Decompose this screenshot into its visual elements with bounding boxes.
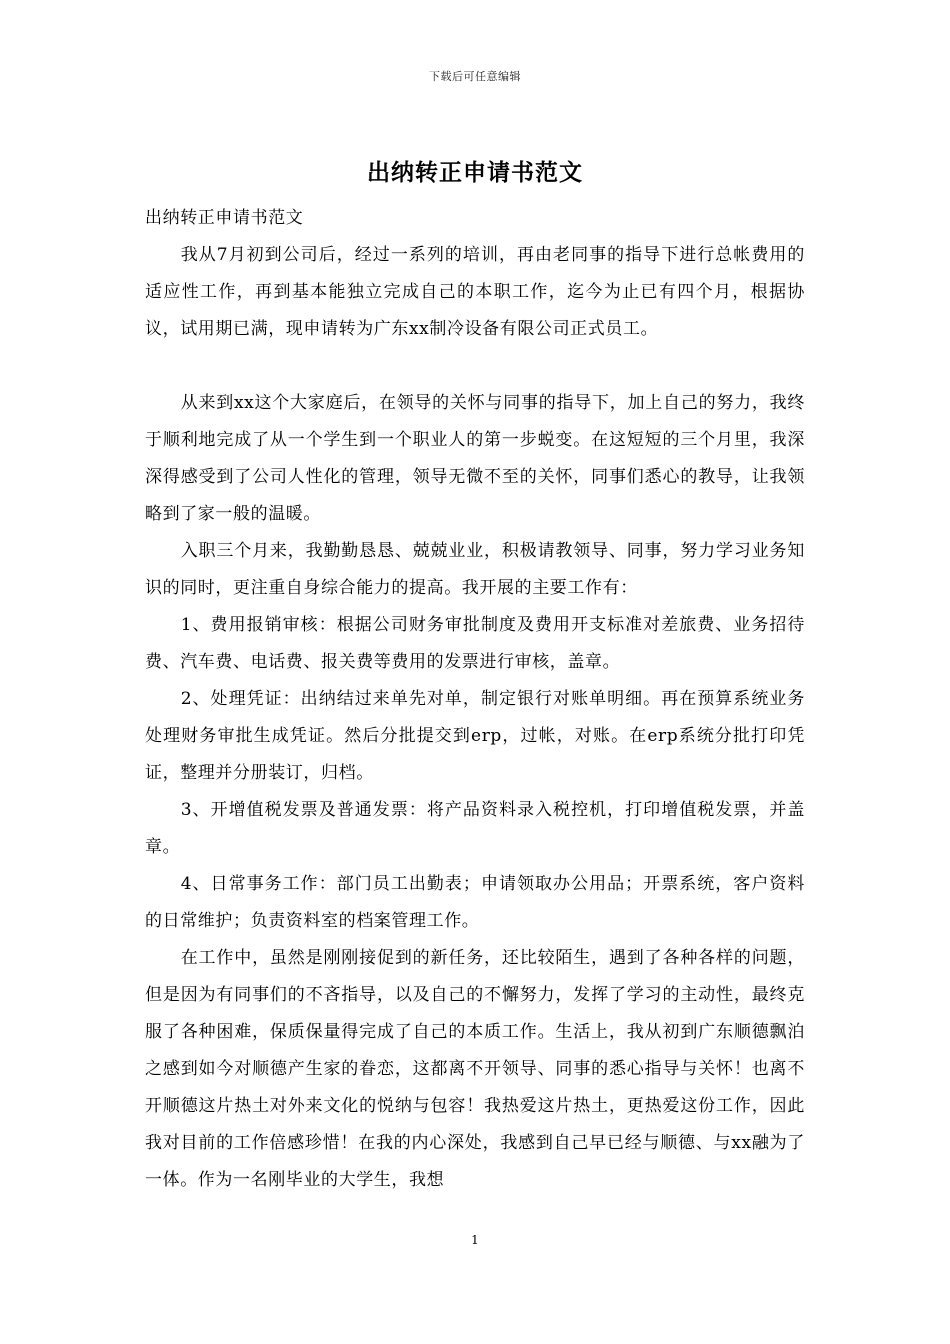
paragraph-reflection: 在工作中，虽然是刚刚接促到的新任务，还比较陌生，遇到了各种各样的问题，但是因为有同事们的不吝指导，以及自己的不懈努力，发挥了学习的主动性，最终克服了各种困难，保质保量得完成了自己的本质工作。生活上，我从初到广东顺德飘泊之感到如今对顺德产生家的眷恋，这都离不开领导、同事的悉心指导与关怀！也离不开顺德这片热土对外来文化的悦纳与包容！我热爱这片热土，更热爱这份工作，因此我对目前的工作倍感珍惜！在我的内心深处，我感到自己早已经与顺德、与xx融为了一体。作为一名刚毕业的大学生，我想: [145, 948, 805, 1190]
paragraph-item-2: 2、处理凭证：出纳结过来单先对单，制定银行对账单明细。再在预算系统业务处理财务审批生成凭证。然后分批提交到erp，过帐，对账。在erp系统分批打印凭证，整理并分册装订，归档。: [145, 689, 805, 783]
page-number: 1: [471, 1233, 479, 1247]
paragraph-item-4: 4、日常事务工作：部门员工出勤表；申请领取办公用品；开票系统，客户资料的日常维护；负责资料室的档案管理工作。: [145, 874, 805, 931]
header-note: 下载后可任意编辑: [429, 70, 521, 83]
paragraph-experience: 从来到xx这个大家庭后，在领导的关怀与同事的指导下，加上自己的努力，我终于顺利地完成了从一个学生到一个职业人的第一步蜕变。在这短短的三个月里，我深深得感受到了公司人性化的管理，领导无微不至的关怀，同事们悉心的教导，让我领略到了家一般的温暖。: [145, 393, 805, 524]
paragraph-intro: 我从7月初到公司后，经过一系列的培训，再由老同事的指导下进行总帐费用的适应性工作，再到基本能独立完成自己的本职工作，迄今为止已有四个月，根据协议，试用期已满，现申请转为广东xx制冷设备有限公司正式员工。: [145, 245, 805, 339]
document-body: [145, 200, 805, 1199]
document-title: 出纳转正申请书范文: [367, 159, 583, 186]
paragraph-work-summary: 入职三个月来，我勤勤恳恳、兢兢业业，积极请教领导、同事，努力学习业务知识的同时，更注重自身综合能力的提高。我开展的主要工作有：: [145, 541, 805, 598]
paragraph-item-3: 3、开增值税发票及普通发票：将产品资料录入税控机，打印增值税发票，并盖章。: [145, 800, 805, 857]
paragraph-item-1: 1、费用报销审核：根据公司财务审批制度及费用开支标准对差旅费、业务招待费、汽车费、电话费、报关费等费用的发票进行审核，盖章。: [145, 615, 805, 672]
document-subtitle: 出纳转正申请书范文: [145, 208, 304, 228]
blank-line: [145, 348, 805, 385]
